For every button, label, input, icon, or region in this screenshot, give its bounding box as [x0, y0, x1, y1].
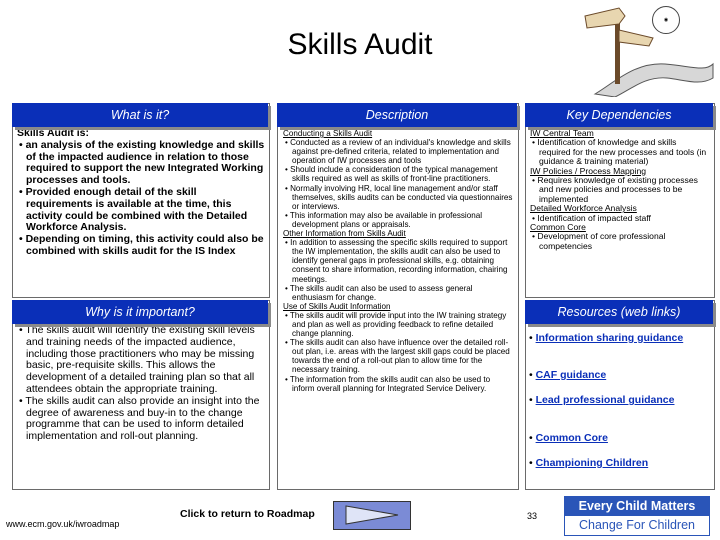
- resource-item: • Information sharing guidance: [529, 332, 684, 344]
- description-bullet: • The information from the skills audit can also be used to inform overall planning for Integrated Service Delivery.: [285, 374, 491, 393]
- ecm-logo-line1: Every Child Matters: [564, 496, 710, 516]
- footer-url[interactable]: www.ecm.gov.uk/iwroadmap: [6, 519, 120, 529]
- description-section-heading: Conducting a Skills Audit: [283, 129, 373, 138]
- dependency-heading: IW Policies / Process Mapping: [530, 165, 647, 176]
- dependency-heading: Common Core: [530, 222, 586, 233]
- why-bullet: • The skills audit can also provide an insight into the degree of awareness and buy-in to the change programme that can be used to inform detailed implementation and roll-out planning.: [19, 394, 260, 443]
- page-number: 33: [527, 511, 538, 521]
- what-panel: [12, 103, 270, 298]
- dependency-heading: Detailed Workforce Analysis: [530, 203, 637, 214]
- description-bullet: • Conducted as a review of an individual's knowledge and skills against pre-defined criteria, related to implementation and operation of IW processes and tools: [285, 138, 511, 166]
- signpost-icon: [575, 2, 715, 97]
- description-bullet: • The skills audit can also be used to assess general enthusiasm for change.: [285, 283, 473, 302]
- what-lead: Skills Audit is:: [17, 127, 89, 139]
- description-panel: [277, 103, 519, 490]
- dependency-heading: IW Central Team: [530, 128, 594, 138]
- resource-link-information-sharing[interactable]: Information sharing guidance: [535, 332, 684, 344]
- resource-item: • Championing Children: [529, 457, 649, 469]
- what-bullet: • an analysis of the existing knowledge and skills of the impacted audience in relation to those required to support the new Integrated Working processes and tools.: [19, 138, 265, 187]
- description-section-heading: Other Information from Skills Audit: [283, 229, 406, 239]
- dependency-bullet: • Identification of knowledge and skills required for the new processes and tools (in guidance & training material): [532, 137, 707, 167]
- what-header: What is it?: [12, 103, 268, 127]
- resource-link-lead-professional[interactable]: Lead professional guidance: [535, 394, 675, 406]
- description-bullet: • Normally involving HR, local line management and/or staff themselves, skills audits can be conducted via questionnaires or interviews.: [285, 183, 513, 211]
- dependency-bullet: • Requires knowledge of existing processes and new policies and processes to be implemented: [532, 175, 698, 204]
- why-header: Why is it important?: [12, 300, 268, 324]
- resource-link-caf[interactable]: CAF guidance: [535, 369, 607, 381]
- description-bullet: • The skills audit will provide input into the IW training strategy and plan as well as providing feedback to refine detailed change planning.: [285, 310, 507, 339]
- what-bullet: • Depending on timing, this activity could also be combined with skills audit for the IS Index: [19, 233, 264, 257]
- resource-link-championing-children[interactable]: Championing Children: [535, 457, 649, 469]
- description-bullet: • This information may also be available in professional development plans or appraisals.: [285, 210, 483, 229]
- resources-header: Resources (web links): [525, 300, 713, 324]
- description-bullet: • Should include a consideration of the typical management skills required as well as skills of front-line practitioners.: [285, 165, 498, 184]
- what-bullet: • Provided enough detail of the skill requirements is available at the time, this activity could be combined with the Detailed Workforce Analysis.: [19, 185, 248, 234]
- roadmap-link[interactable]: Click to return to Roadmap: [180, 508, 315, 520]
- resource-item: • CAF guidance: [529, 369, 607, 381]
- description-bullet: • The skills audit can also have influence over the detailed roll-out plan, i.e. areas with the largest skill gaps could be placed towards the end of a roll-out plan to allow time for the necessary training.: [285, 338, 510, 375]
- why-bullet: • The skills audit will identify the existing skill levels and training needs of the impacted audience, including those practitioners who may be missing basic, pre-requisite skills. This allows the development of a detailed training plan so that all attendees obtain the appropriate training.: [19, 324, 255, 395]
- ecm-logo: [564, 496, 710, 536]
- resource-link-common-core[interactable]: Common Core: [535, 432, 608, 444]
- dependencies-header: Key Dependencies: [525, 103, 713, 127]
- dependencies-panel: [525, 103, 715, 298]
- page-title: Skills Audit: [287, 28, 433, 61]
- roadmap-button[interactable]: [333, 501, 411, 530]
- why-panel: [12, 300, 270, 490]
- description-header: Description: [277, 103, 517, 127]
- dependency-bullet: • Identification of impacted staff: [532, 212, 651, 223]
- dependency-bullet: • Development of core professional competencies: [532, 231, 666, 251]
- ecm-logo-line2: Change For Children: [564, 516, 710, 536]
- description-section-heading: Use of Skills Audit Information: [283, 301, 391, 311]
- resource-item: • Lead professional guidance: [529, 394, 675, 406]
- arrow-icon: [334, 502, 410, 529]
- badge-icon: ◉: [652, 6, 680, 34]
- description-bullet: • In addition to assessing the specific skills required to support the IW implementation, the skills audit can also be used to identify general gaps in professional skills, e.g. obtaining consent to share information, recording information, chairing meetings.: [285, 238, 508, 284]
- resource-item: • Common Core: [529, 432, 608, 444]
